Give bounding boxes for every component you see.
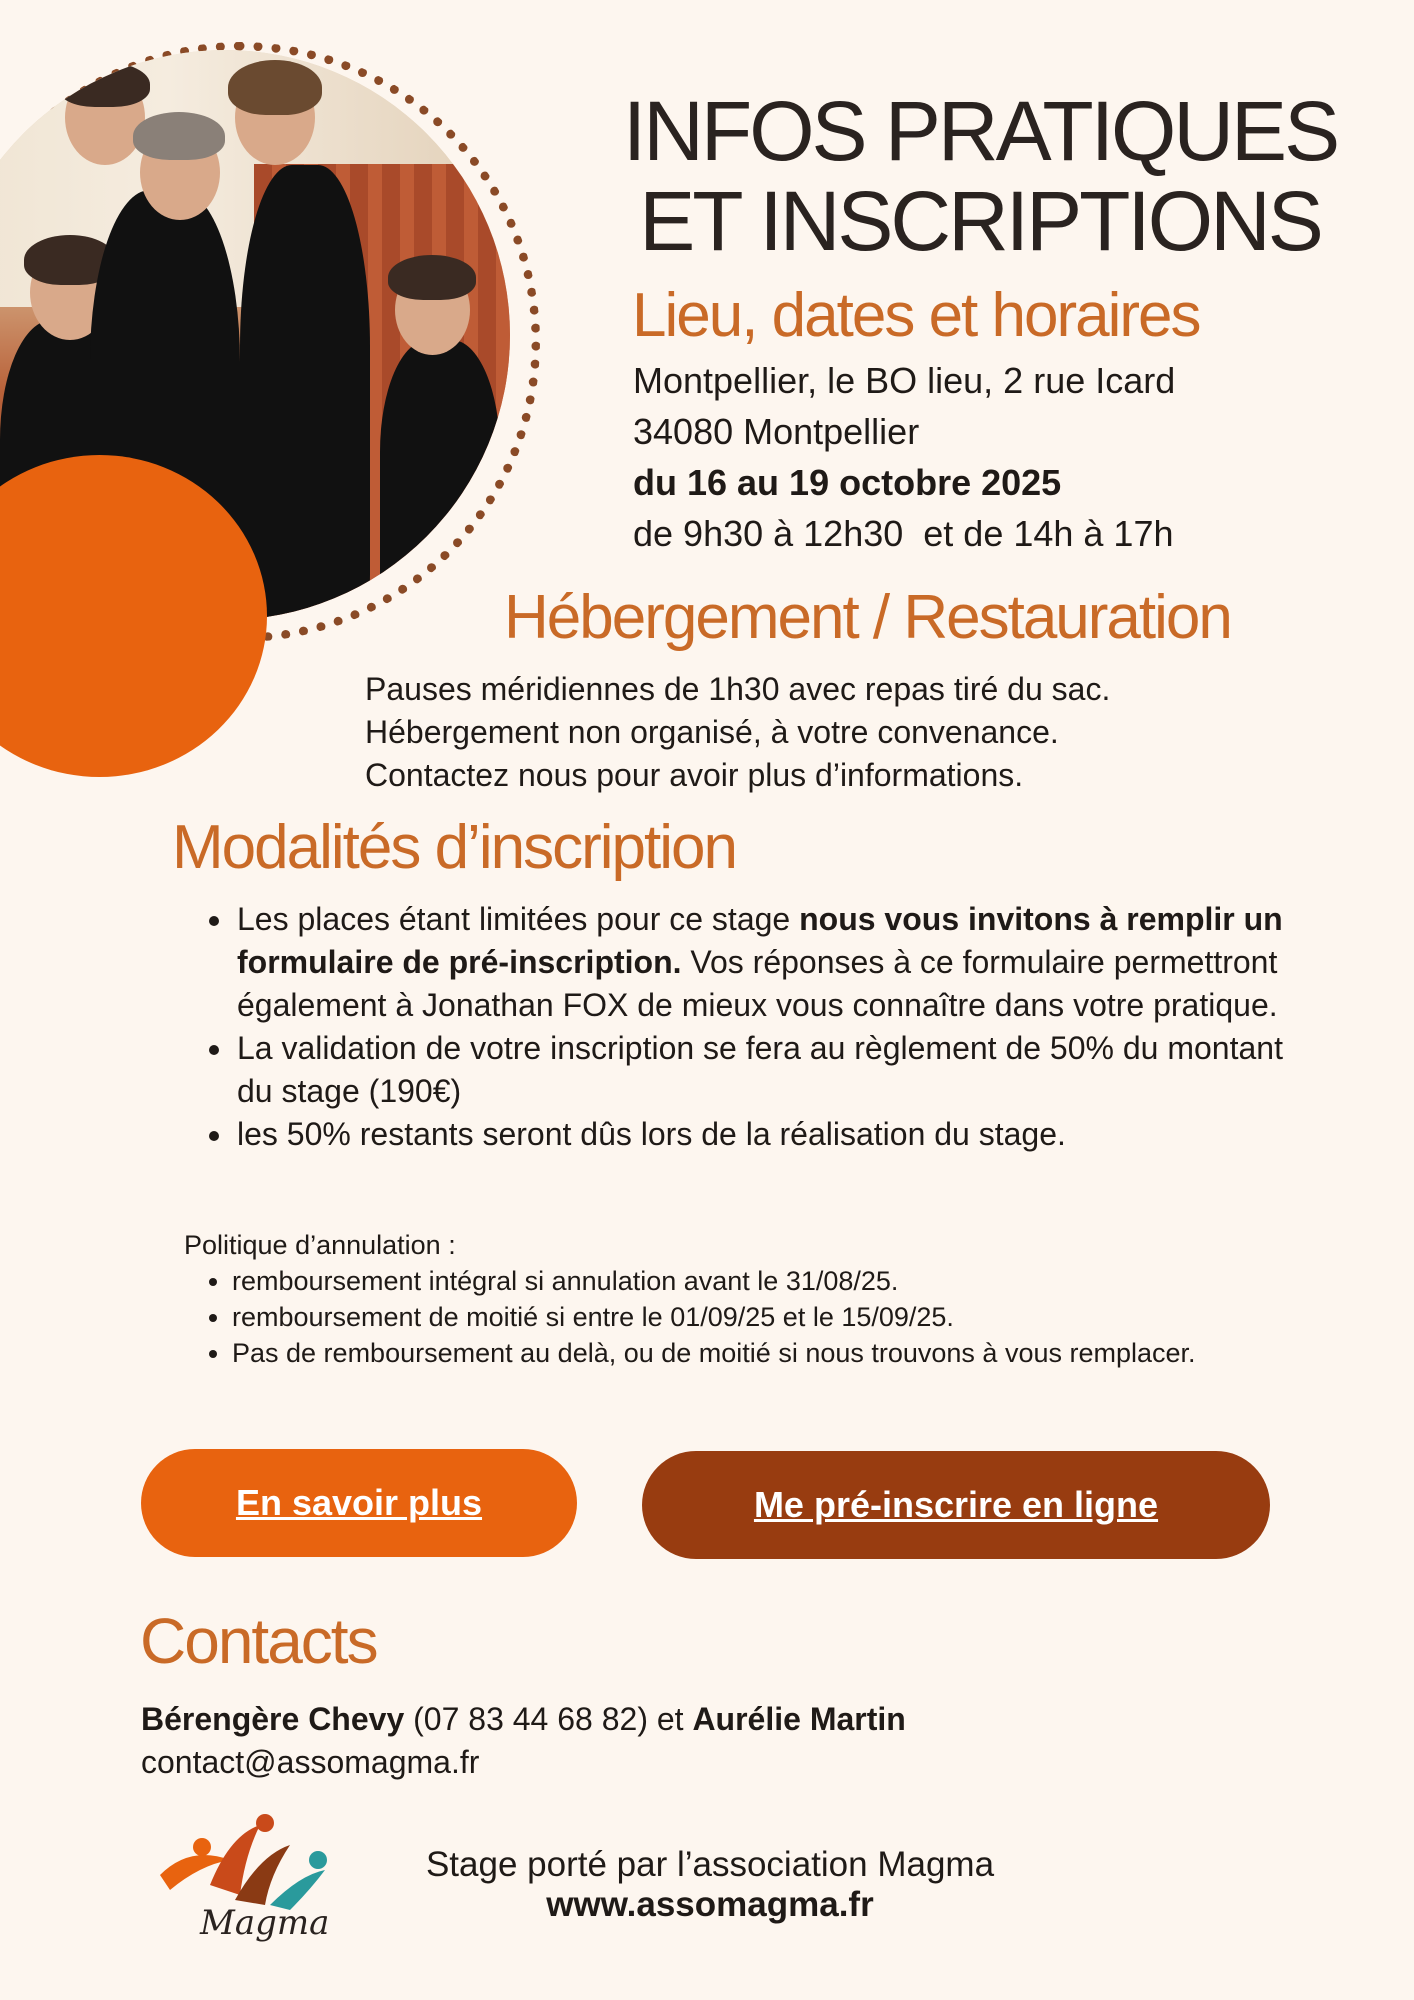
- item-text: Vos réponses à ce formulaire permettront également à Jonathan FOX de mieux vous connaître dans votre pratique.: [237, 944, 1278, 1023]
- logo-text: Magma: [200, 1903, 330, 1943]
- more-info-button[interactable]: En savoir plus: [141, 1449, 577, 1557]
- item-text-bold: nous vous invitons à remplir un formulaire de pré-inscription.: [237, 901, 1283, 980]
- title-line-2: ET INSCRIPTIONS: [639, 174, 1321, 268]
- footer-website[interactable]: www.assomagma.fr: [546, 1885, 874, 1924]
- list-item: • La validation de votre inscription se fera au règlement de 50% du montant du stage (190€): [235, 1027, 1325, 1113]
- preregister-button[interactable]: Me pré-inscrire en ligne: [642, 1451, 1270, 1559]
- contacts-names: [141, 1697, 906, 1741]
- modalites-list: [195, 898, 1325, 1156]
- magma-logo-icon: [150, 1805, 340, 1915]
- contacts-heading: Contacts: [140, 1605, 377, 1677]
- magma-logo: [150, 1805, 340, 1955]
- list-item: [235, 898, 1325, 1027]
- title-line-1: INFOS PRATIQUES: [622, 84, 1338, 178]
- hebergement-line-3: Contactez nous pour avoir plus d’informations.: [365, 757, 1024, 793]
- contact-email[interactable]: contact@assomagma.fr: [141, 1744, 480, 1780]
- annulation-label: Politique d’annulation :: [184, 1230, 456, 1260]
- contact-name-1: Bérengère Chevy: [141, 1701, 405, 1737]
- contact-name-2: Aurélie Martin: [692, 1701, 906, 1737]
- hebergement-heading: Hébergement / Restauration: [504, 583, 1231, 652]
- address-line-2: 34080 Montpellier: [633, 411, 920, 452]
- hebergement-details: [365, 668, 1110, 797]
- footer: [370, 1845, 1050, 1925]
- dates: du 16 au 19 octobre 2025: [633, 462, 1062, 503]
- hebergement-line-2: Hébergement non organisé, à votre convenance.: [365, 714, 1059, 750]
- page-title: [600, 86, 1360, 266]
- hebergement-line-1: Pauses méridiennes de 1h30 avec repas tiré du sac.: [365, 671, 1111, 707]
- hours: de 9h30 à 12h30 et de 14h à 17h: [633, 513, 1174, 554]
- list-item: • remboursement de moitié si entre le 01/09/25 et le 15/09/25.: [232, 1299, 1232, 1335]
- contact-phone: (07 83 44 68 82) et: [404, 1701, 693, 1737]
- lieu-details: [633, 355, 1175, 559]
- address-line-1: Montpellier, le BO lieu, 2 rue Icard: [633, 360, 1176, 401]
- modalites-heading: Modalités d’inscription: [172, 813, 736, 882]
- footer-association: Stage porté par l’association Magma: [425, 1845, 995, 1884]
- item-text: Les places étant limitées pour ce stage: [237, 901, 800, 937]
- lieu-heading: Lieu, dates et horaires: [632, 281, 1200, 350]
- list-item: • remboursement intégral si annulation avant le 31/08/25.: [232, 1263, 1232, 1299]
- list-item: • les 50% restants seront dûs lors de la réalisation du stage.: [235, 1113, 1325, 1156]
- list-item: • Pas de remboursement au delà, ou de moitié si nous trouvons à vous remplacer.: [232, 1335, 1232, 1371]
- annulation-list: [192, 1263, 1232, 1371]
